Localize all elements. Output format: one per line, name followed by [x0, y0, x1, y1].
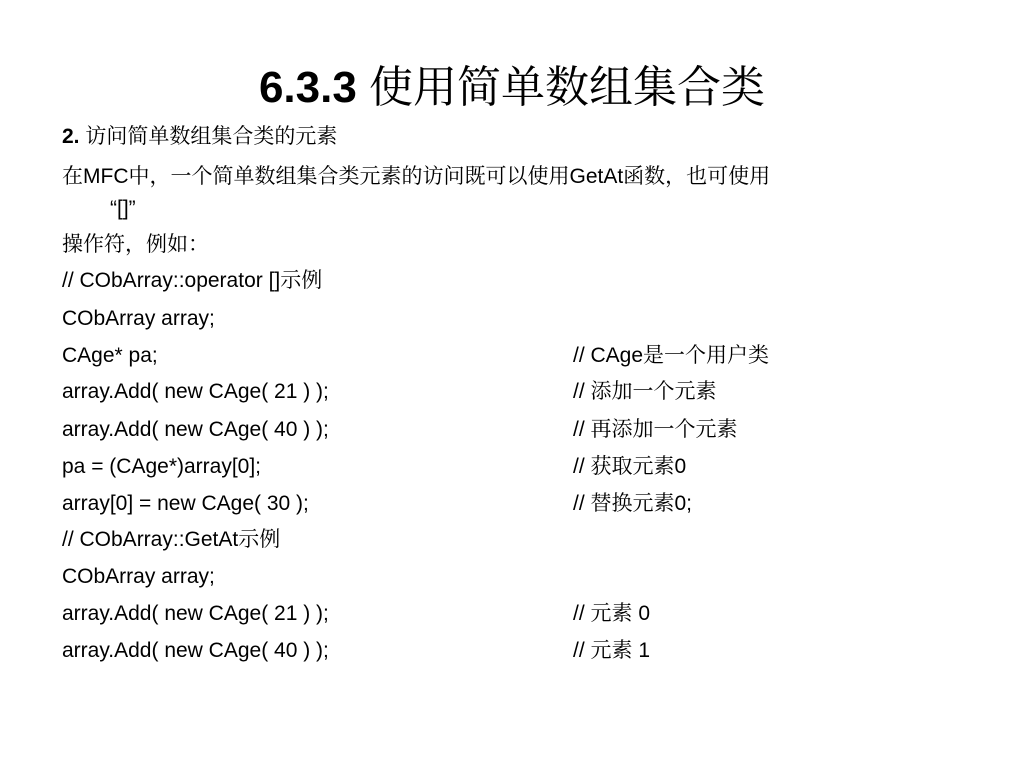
code-comment: // 添加一个元素	[573, 380, 717, 403]
code-line: array.Add( new CAge( 40 ) );	[62, 418, 329, 441]
subheading-text: 访问简单数组集合类的元素	[79, 125, 338, 148]
paragraph-line-1: 在MFC中，一个简单数组集合类元素的访问既可以使用GetAt函数，也可使用	[62, 165, 771, 188]
slide-title	[0, 58, 1024, 118]
paragraph-line-2: “[]”	[110, 197, 136, 220]
code-line: // CObArray::operator []示例	[62, 269, 323, 292]
code-comment: // CAge是一个用户类	[573, 344, 770, 367]
code-comment: // 获取元素0	[573, 455, 687, 478]
title-text: 使用简单数组集合类	[369, 63, 766, 112]
code-line: CObArray array;	[62, 565, 215, 588]
code-line: CAge* pa;	[62, 344, 158, 367]
title-number: 6.3.3	[258, 63, 370, 112]
code-comment: // 再添加一个元素	[573, 418, 738, 441]
subheading	[62, 122, 337, 152]
code-line: array.Add( new CAge( 21 ) );	[62, 602, 329, 625]
code-line: array[0] = new CAge( 30 );	[62, 492, 309, 515]
paragraph-line-3: 操作符，例如：	[62, 233, 209, 256]
code-comment: // 替换元素0;	[573, 492, 693, 515]
code-line: array.Add( new CAge( 40 ) );	[62, 639, 329, 662]
code-line: CObArray array;	[62, 307, 215, 330]
code-line: array.Add( new CAge( 21 ) );	[62, 380, 329, 403]
code-comment: // 元素 0	[573, 602, 651, 625]
code-line: pa = (CAge*)array[0];	[62, 455, 262, 478]
code-comment: // 元素 1	[573, 639, 651, 662]
code-line: // CObArray::GetAt示例	[62, 528, 281, 551]
subheading-number: 2.	[62, 125, 80, 148]
